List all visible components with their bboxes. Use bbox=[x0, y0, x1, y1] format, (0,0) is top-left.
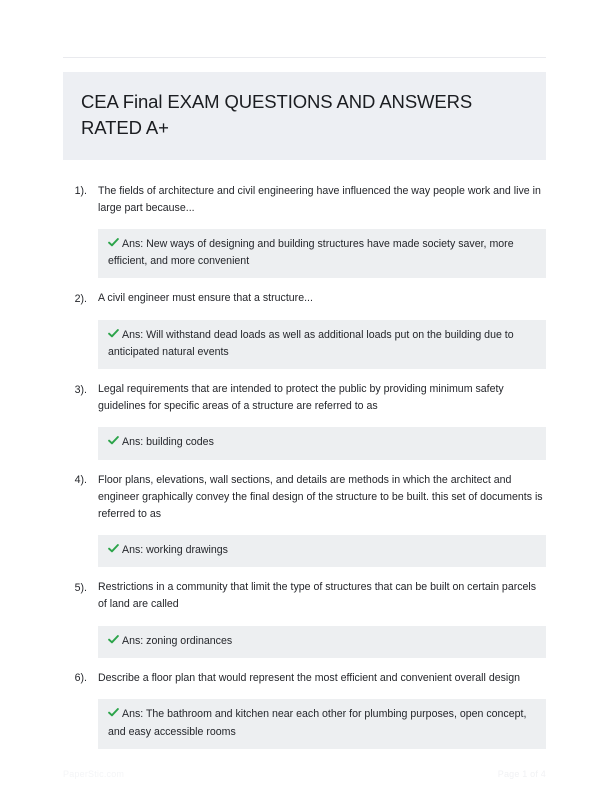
green-check-icon bbox=[108, 634, 119, 645]
green-check-icon bbox=[108, 435, 119, 446]
answer-text: Ans: zoning ordinances bbox=[122, 634, 233, 647]
question-row bbox=[63, 663, 546, 694]
question-number: 3). bbox=[74, 383, 87, 396]
answer-box bbox=[98, 320, 546, 369]
question-number: 4). bbox=[74, 474, 87, 487]
question-text: Legal requirements that are intended to protect the public by providing minimum safety guidelines for specific areas of a structure are referred to as bbox=[98, 383, 504, 413]
answer-box bbox=[98, 699, 546, 748]
question-answer-list bbox=[63, 176, 546, 749]
answer-text: Ans: New ways of designing and building structures have made society saver, more efficient, and more convenient bbox=[108, 237, 514, 267]
watermark-label: PaperStic.com bbox=[63, 769, 125, 779]
question-number: 5). bbox=[74, 581, 87, 594]
question-text: Describe a floor plan that would represent the most efficient and convenient overall design bbox=[98, 671, 521, 684]
page-title: CEA Final EXAM QUESTIONS AND ANSWERS RATED A+ bbox=[81, 91, 473, 139]
green-check-icon bbox=[108, 237, 119, 248]
question-number: 6). bbox=[74, 672, 87, 685]
answer-box bbox=[98, 427, 546, 459]
answer-text: Ans: working drawings bbox=[122, 544, 228, 557]
question-number: 2). bbox=[74, 292, 87, 305]
qa-item bbox=[63, 572, 546, 657]
question-row bbox=[63, 176, 546, 223]
answer-text: Ans: Will withstand dead loads as well as additional loads put on the building due to anticipated natural events bbox=[108, 328, 514, 358]
qa-item bbox=[63, 663, 546, 749]
question-text: Restrictions in a community that limit the type of structures that can be built on certain parcels of land are called bbox=[98, 581, 537, 611]
page-footer bbox=[63, 769, 546, 779]
answer-box bbox=[98, 535, 546, 567]
answer-text: Ans: building codes bbox=[122, 436, 214, 449]
document-content bbox=[63, 72, 546, 754]
qa-item bbox=[63, 374, 546, 459]
question-text: The fields of architecture and civil engineering have influenced the way people work and live in large part because... bbox=[98, 184, 541, 214]
green-check-icon bbox=[108, 707, 119, 718]
question-row bbox=[63, 465, 546, 529]
answer-box bbox=[98, 229, 546, 278]
question-text: Floor plans, elevations, wall sections, and details are methods in which the architect and engineer graphically convey the final design of the structure to be built. this set of documents is referred to as bbox=[98, 473, 543, 520]
question-row bbox=[63, 374, 546, 421]
qa-item bbox=[63, 465, 546, 568]
answer-box bbox=[98, 626, 546, 658]
header-divider bbox=[63, 57, 546, 58]
question-row bbox=[63, 572, 546, 619]
answer-text: Ans: The bathroom and kitchen near each other for plumbing purposes, open concept, and easy accessible rooms bbox=[108, 708, 527, 738]
qa-item bbox=[63, 283, 546, 369]
question-number: 1). bbox=[74, 185, 87, 198]
page-number-label: Page 1 of 4 bbox=[497, 769, 546, 779]
question-row bbox=[63, 283, 546, 314]
green-check-icon bbox=[108, 328, 119, 339]
question-text: A civil engineer must ensure that a structure... bbox=[98, 292, 313, 305]
green-check-icon bbox=[108, 543, 119, 554]
qa-item bbox=[63, 176, 546, 279]
document-title-banner bbox=[63, 72, 546, 160]
